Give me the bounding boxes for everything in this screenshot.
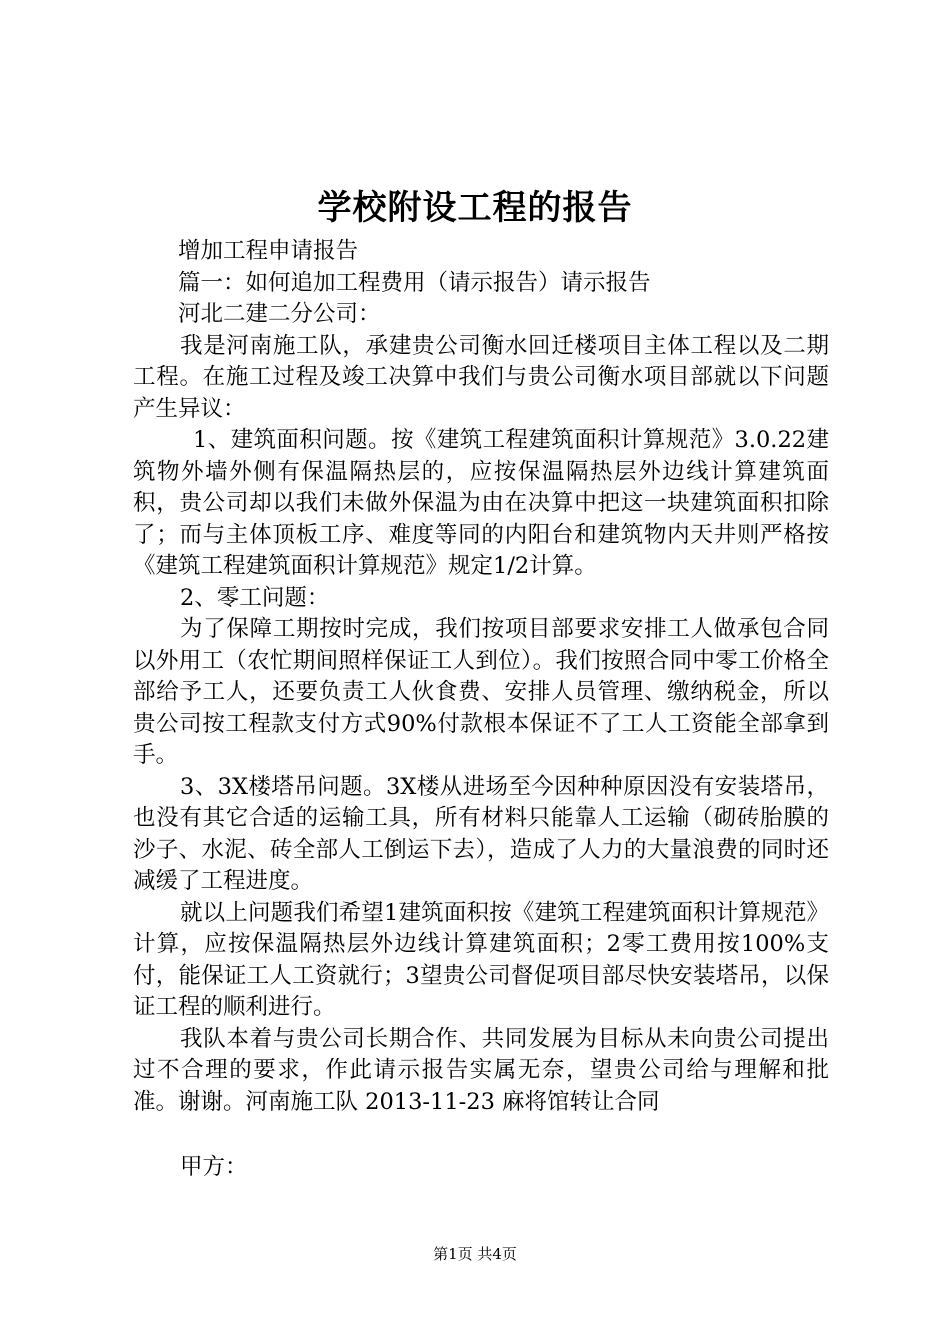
- paragraph-closing: 我队本着与贵公司长期合作、共同发展为目标从未向贵公司提出过不合理的要求，作此请示报告实属无奈，望贵公司给与理解和批准。谢谢。河南施工队 2013-11-23 麻将馆转让合同: [133, 1025, 829, 1115]
- paragraph-requests: 就以上问题我们希望1建筑面积按《建筑工程建筑面积计算规范》计算，应按保温隔热层外边线计算建筑面积；2零工费用按100%支付，能保证工人工资就行；3望贵公司督促项目部尽快安装塔吊，以保证工程的顺利进行。: [133, 899, 829, 1020]
- document-body: [133, 236, 829, 1118]
- page-footer: 第1页 共4页: [433, 1245, 517, 1263]
- paragraph-issue-3: 3、3X楼塔吊问题。3X楼从进场至今因种种原因没有安装塔吊，也没有其它合适的运输工具，所有材料只能靠人工运输（砌砖胎膜的沙子、水泥、砖全部人工倒运下去），造成了人力的大量浪费的同时还减缓了工程进度。: [133, 773, 829, 894]
- paragraph-issue-2: 为了保障工期按时完成，我们按项目部要求安排工人做承包合同以外用工（农忙期间照样保证工人到位）。我们按照合同中零工价格全部给予工人，还要负责工人伙食费、安排人员管理、缴纳税金，所以贵公司按工程款支付方式90%付款根本保证不了工人工资能全部拿到手。: [133, 616, 829, 768]
- signature-party-a: 甲方：: [180, 1154, 248, 1180]
- paragraph-article-heading: 篇一：如何追加工程费用（请示报告）请示报告: [178, 269, 651, 296]
- paragraph-issue-2-heading: 2、零工问题：: [180, 584, 330, 611]
- paragraph-issue-1: 1、建筑面积问题。按《建筑工程建筑面积计算规范》3.0.22建筑物外墙外侧有保温隔热层的，应按保温隔热层外边线计算建筑面积，贵公司却以我们未做外保温为由在决算中把这一块建筑面积扣除了；而与主体顶板工序、难度等同的内阳台和建筑物内天井则严格按《建筑工程建筑面积计算规范》规定1/2计算。: [133, 427, 829, 579]
- document-title: 学校附设工程的报告: [317, 188, 633, 228]
- paragraph-subtitle: 增加工程申请报告: [178, 238, 359, 264]
- paragraph-addressee: 河北二建二分公司：: [178, 301, 381, 327]
- paragraph-intro: 我是河南施工队，承建贵公司衡水回迁楼项目主体工程以及二期工程。在施工过程及竣工决算中我们与贵公司衡水项目部就以下问题产生异议：: [133, 332, 829, 422]
